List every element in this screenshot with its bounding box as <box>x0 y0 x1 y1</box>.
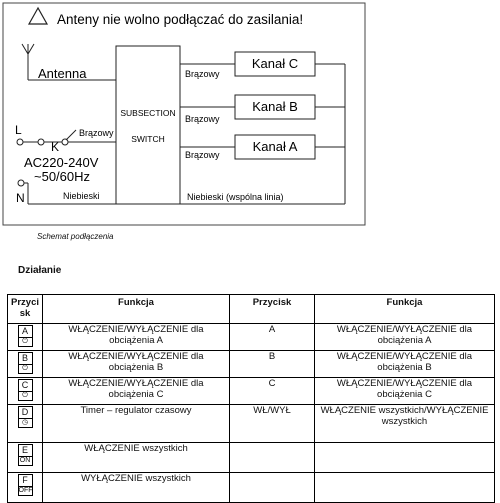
table-row <box>8 378 495 405</box>
switch-lever <box>66 130 76 140</box>
key-e-on-icon: E ON <box>18 444 33 466</box>
header-funkcja-2: Funkcja <box>315 295 495 324</box>
key2-cell: C <box>230 378 315 405</box>
func2-cell <box>315 443 495 473</box>
key2-cell <box>230 473 315 503</box>
warning-triangle-icon <box>29 8 47 24</box>
channel-b-label: Kanał B <box>252 99 298 114</box>
func-cell: WŁĄCZENIE/WYŁĄCZENIE dla obciążenia B <box>43 351 230 378</box>
box-label-line2: SWITCH <box>131 134 165 144</box>
section-title: Działanie <box>18 265 62 276</box>
key2-cell: B <box>230 351 315 378</box>
func-cell: Timer – regulator czasowy <box>43 405 230 443</box>
diagram-caption: Schemat podłączenia <box>37 232 114 241</box>
func-cell: WŁĄCZENIE/WYŁĄCZENIE dla obciążenia C <box>43 378 230 405</box>
key2-cell <box>230 443 315 473</box>
neutral-label-left: Niebieski <box>63 191 100 201</box>
table-row <box>8 443 495 473</box>
table-row <box>8 324 495 351</box>
header-przycisk: Przycisk <box>8 295 43 324</box>
subsection-switch-box <box>116 46 180 204</box>
key-f-off-icon: F OFF <box>18 475 33 494</box>
key2-cell: WŁ/WYŁ <box>230 405 315 443</box>
key2-cell: A <box>230 324 315 351</box>
k-label: K <box>51 140 60 154</box>
channel-c-label: Kanał C <box>251 56 299 71</box>
neutral-label-right: Niebieski (wspólna linia) <box>187 192 284 202</box>
n-label: N <box>16 191 25 205</box>
func2-cell: WŁĄCZENIE/WYŁĄCZENIE dla obciążenia B <box>315 351 495 378</box>
warning-text: Anteny nie wolno podłączać do zasilania! <box>57 12 304 27</box>
antenna-label: Antenna <box>38 66 87 81</box>
func2-cell: WŁĄCZENIE/WYŁĄCZENIE dla obciążenia C <box>315 378 495 405</box>
table-row <box>8 351 495 378</box>
wire-label-b: Brązowy <box>185 114 220 124</box>
header-przycisk-2: Przycisk <box>230 295 315 324</box>
key-b-icon: B ⏻ <box>18 352 33 374</box>
key-a-icon: A ⏻ <box>18 325 33 347</box>
ac-line2: ~50/60Hz <box>34 169 91 184</box>
operation-table <box>7 294 495 503</box>
table-row <box>8 405 495 443</box>
wire-label-c: Brązowy <box>185 69 220 79</box>
ac-line1: AC220-240V <box>24 155 99 170</box>
table-row <box>8 473 495 503</box>
func2-cell: WŁĄCZENIE/WYŁĄCZENIE dla obciążenia A <box>315 324 495 351</box>
table-header-row <box>8 295 495 324</box>
key-c-icon: C ⏻ <box>18 379 33 401</box>
func2-cell: WŁĄCZENIE wszystkich/WYŁĄCZENIE wszystkich <box>315 405 495 443</box>
func-cell: WŁĄCZENIE/WYŁĄCZENIE dla obciążenia A <box>43 324 230 351</box>
l-label: L <box>15 123 22 137</box>
func-cell: WYŁĄCZENIE wszystkich <box>43 473 230 503</box>
antenna-icon <box>22 44 34 80</box>
func-cell: WŁĄCZENIE wszystkich <box>43 443 230 473</box>
channel-a-label: Kanał A <box>252 139 298 154</box>
func2-cell <box>315 473 495 503</box>
box-label-line1: SUBSECTION <box>120 108 176 118</box>
wiring-diagram <box>0 0 500 230</box>
wire-label-live: Brązowy <box>79 128 114 138</box>
header-funkcja: Funkcja <box>43 295 230 324</box>
key-d-timer-icon: D ◷ <box>18 406 33 428</box>
wire-label-a: Brązowy <box>185 150 220 160</box>
